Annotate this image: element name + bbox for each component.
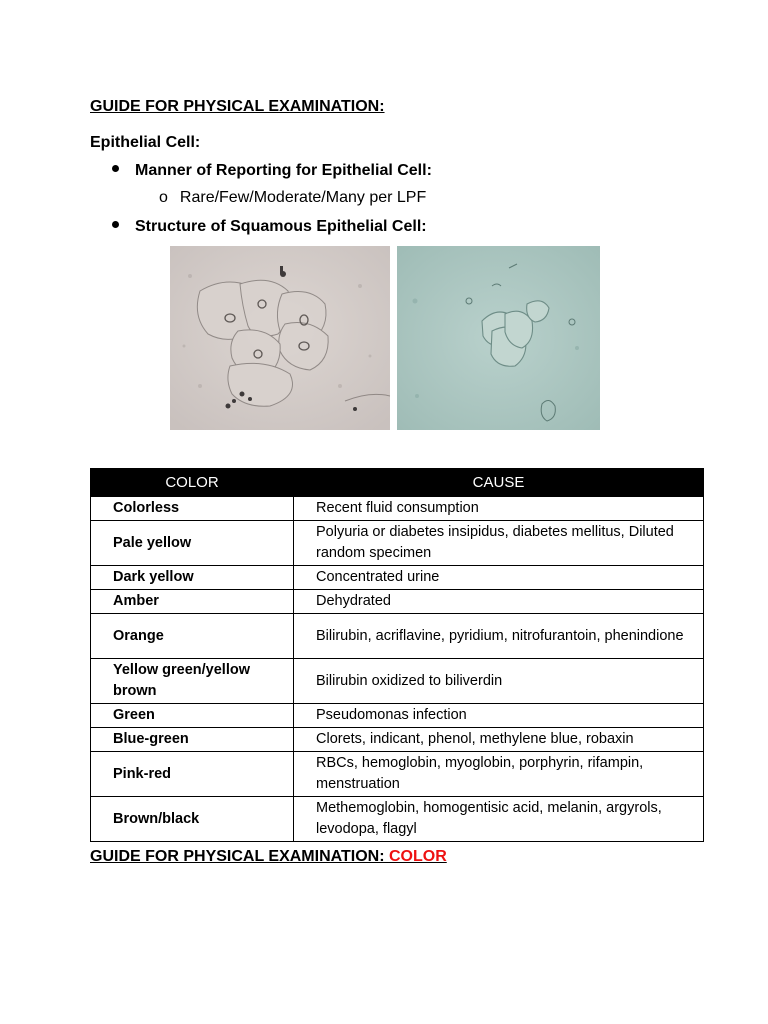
cell-color: Pink-red <box>91 752 294 797</box>
footer-heading <box>90 848 447 866</box>
table-row <box>91 659 704 704</box>
section-heading: Epithelial Cell: <box>90 134 201 151</box>
sub-bullet-marker: o <box>159 189 168 206</box>
bullet-label: Structure of Squamous Epithelial Cell: <box>135 218 427 235</box>
table-header-row <box>91 469 704 497</box>
micrograph-squamous-cells-2 <box>397 246 600 430</box>
table-row <box>91 797 704 842</box>
cell-cause: Dehydrated <box>294 590 704 614</box>
cell-color: Orange <box>91 614 294 659</box>
sub-bullet-reporting-scale <box>159 189 426 207</box>
cell-color: Brown/black <box>91 797 294 842</box>
cell-cause: Methemoglobin, homogentisic acid, melanin, argyrols, levodopa, flagyl <box>294 797 704 842</box>
table-row <box>91 566 704 590</box>
cell-color: Pale yellow <box>91 521 294 566</box>
cell-cause: Recent fluid consumption <box>294 497 704 521</box>
table-row <box>91 590 704 614</box>
table-row <box>91 521 704 566</box>
page-title: GUIDE FOR PHYSICAL EXAMINATION: <box>90 98 385 115</box>
bullet-label: Manner of Reporting for Epithelial Cell: <box>135 162 432 179</box>
cell-cause: Concentrated urine <box>294 566 704 590</box>
cell-cause: Bilirubin, acriflavine, pyridium, nitrofurantoin, phenindione <box>294 614 704 659</box>
color-cause-table <box>90 468 704 842</box>
bullet-structure <box>112 218 427 236</box>
cell-cause: Polyuria or diabetes insipidus, diabetes mellitus, Diluted random specimen <box>294 521 704 566</box>
cell-cause: Clorets, indicant, phenol, methylene blue, robaxin <box>294 728 704 752</box>
cell-color: Amber <box>91 590 294 614</box>
table-row <box>91 704 704 728</box>
cell-color: Colorless <box>91 497 294 521</box>
header-color: COLOR <box>91 469 294 497</box>
cell-cause: Pseudomonas infection <box>294 704 704 728</box>
cell-cause: RBCs, hemoglobin, myoglobin, porphyrin, rifampin, menstruation <box>294 752 704 797</box>
cell-color: Blue-green <box>91 728 294 752</box>
cell-color: Green <box>91 704 294 728</box>
table-row <box>91 752 704 797</box>
cell-color: Dark yellow <box>91 566 294 590</box>
header-cause: CAUSE <box>294 469 704 497</box>
cell-color: Yellow green/yellow brown <box>91 659 294 704</box>
table-row <box>91 614 704 659</box>
sub-bullet-text: Rare/Few/Moderate/Many per LPF <box>179 189 427 206</box>
bullet-dot-icon <box>112 165 119 172</box>
bullet-reporting <box>112 162 432 180</box>
cell-cause: Bilirubin oxidized to biliverdin <box>294 659 704 704</box>
table-row <box>91 728 704 752</box>
footer-heading-prefix: GUIDE FOR PHYSICAL EXAMINATION: <box>90 848 389 865</box>
table-row <box>91 497 704 521</box>
micrograph-squamous-cells-1 <box>170 246 390 430</box>
footer-heading-accent: COLOR <box>388 848 447 865</box>
bullet-dot-icon <box>112 221 119 228</box>
